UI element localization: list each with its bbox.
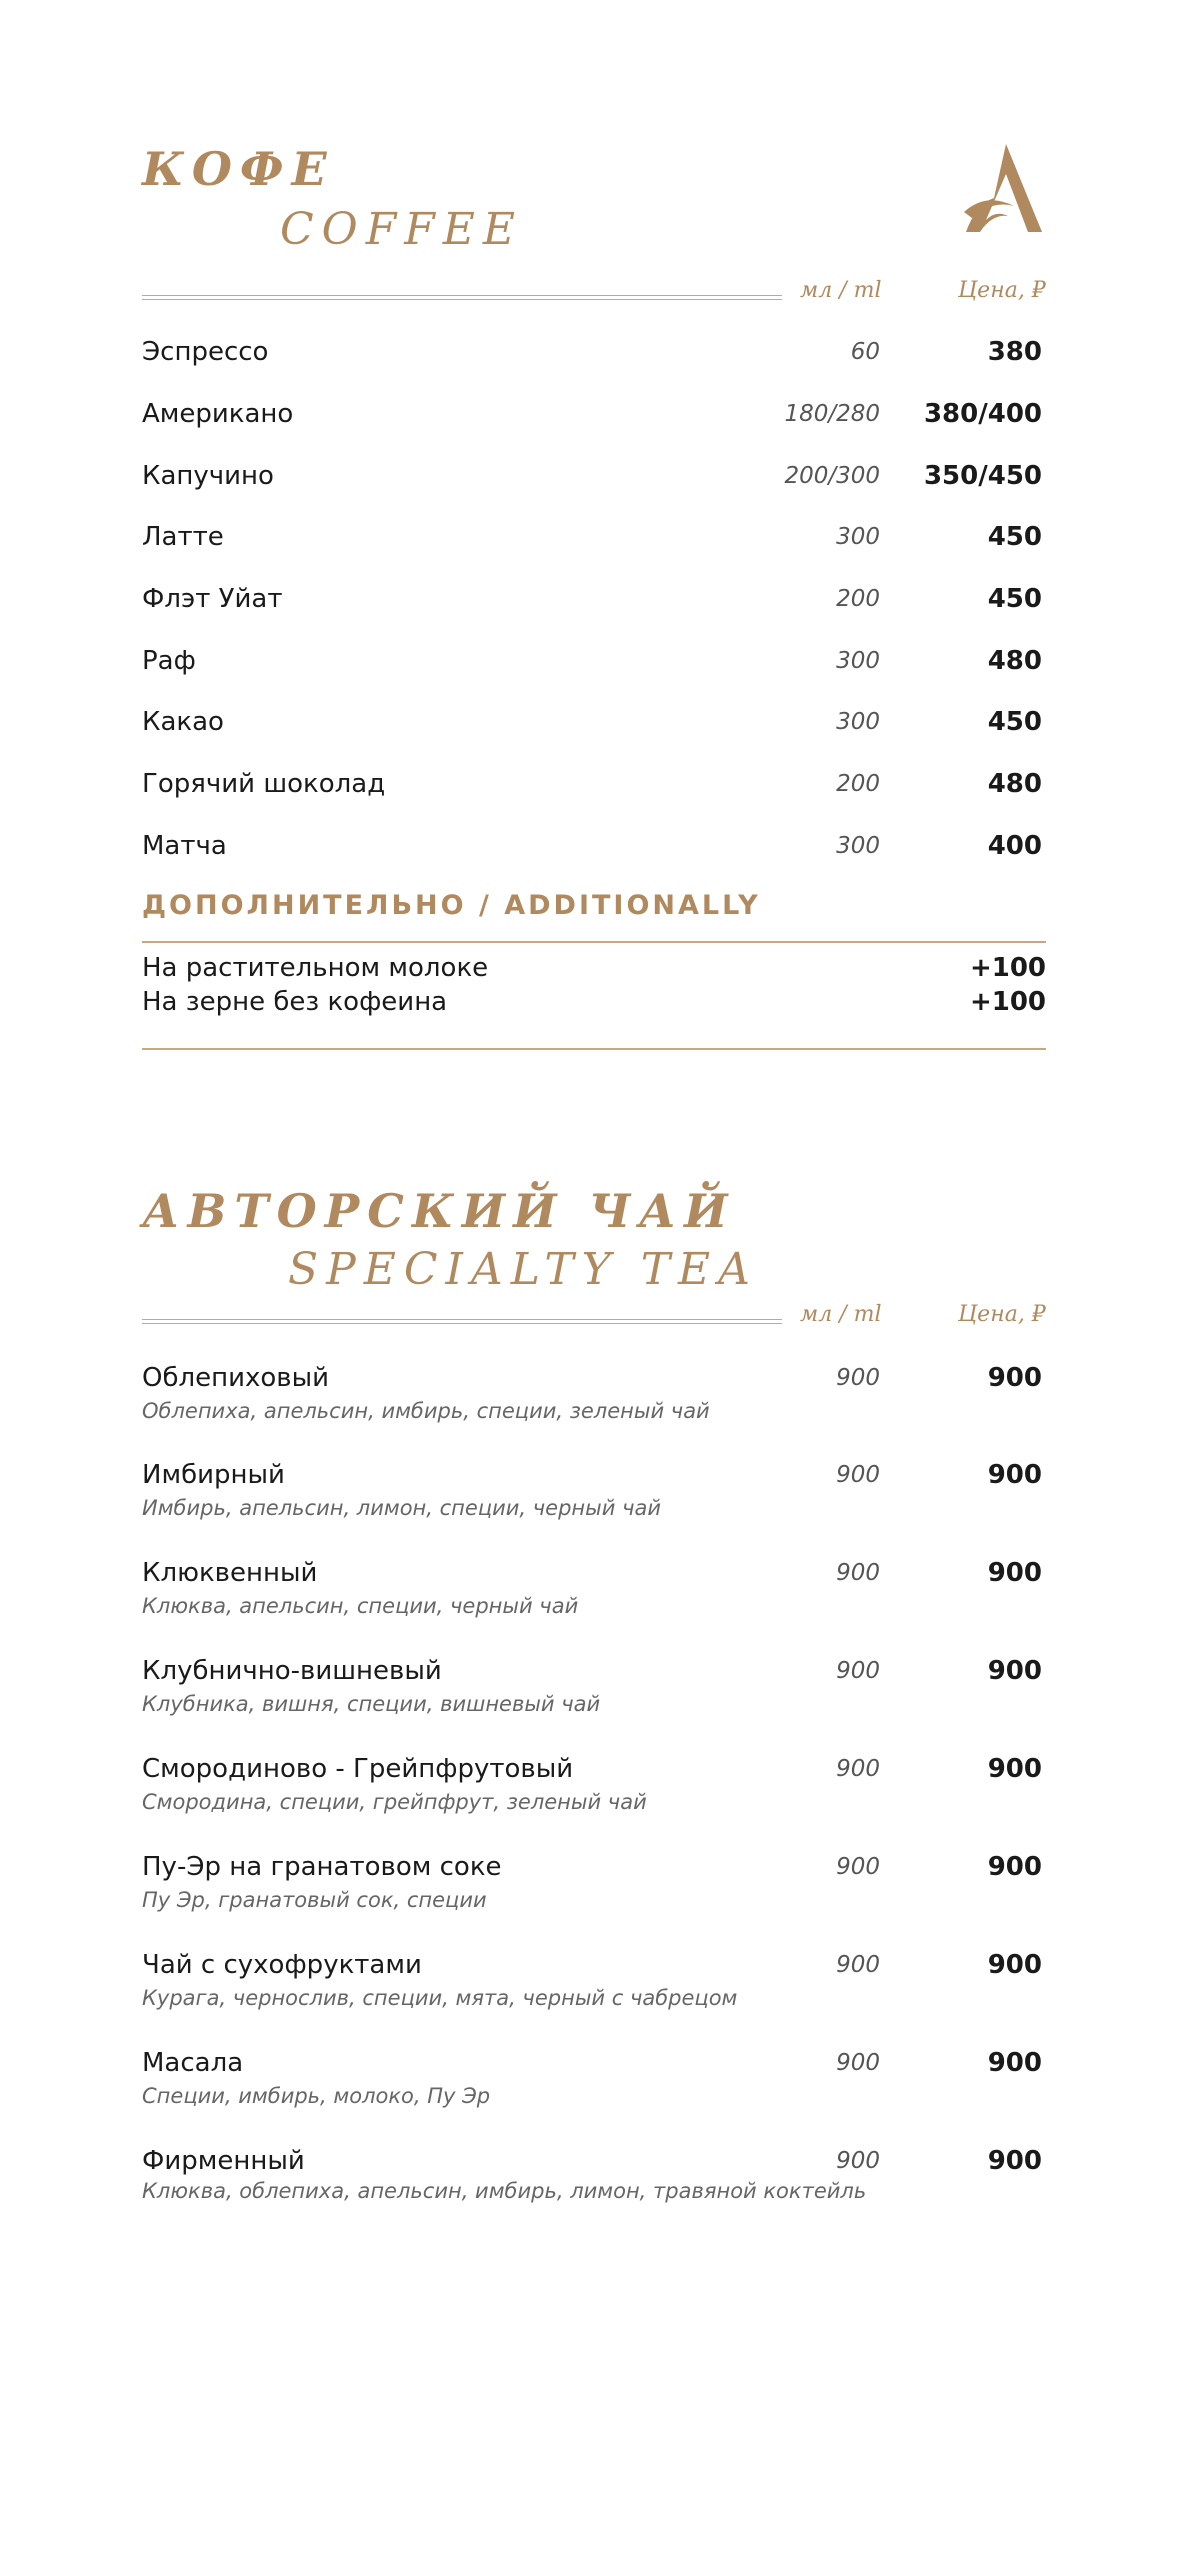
item-name: Матча — [142, 831, 227, 861]
item-description: Пу Эр, гранатовый сок, специи — [142, 1888, 487, 1912]
tea-title-en: SPECIALTY TEA — [288, 1244, 758, 1295]
item-price: 450 — [987, 522, 1042, 552]
letter-a-logo-icon — [956, 140, 1048, 236]
additionally-name: На зерне без кофеина — [142, 987, 448, 1017]
item-price: 900 — [987, 1460, 1042, 1490]
item-name: Смородиново - Грейпфрутовый — [142, 1754, 574, 1784]
item-volume: 900 — [836, 1462, 880, 1488]
item-description: Облепиха, апельсин, имбирь, специи, зеленый чай — [142, 1399, 710, 1423]
menu-item-row — [142, 1754, 1042, 1814]
menu-item-row — [142, 2048, 1042, 2108]
menu-item-row — [142, 1950, 1042, 2010]
menu-item-row — [142, 399, 1042, 439]
item-price: 450 — [987, 707, 1042, 737]
menu-item-row — [142, 707, 1042, 747]
additionally-bottom-rule — [142, 1048, 1046, 1050]
item-name: Клюквенный — [142, 1558, 318, 1588]
item-name: Какао — [142, 707, 224, 737]
item-name: Масала — [142, 2048, 244, 2078]
item-name: Эспрессо — [142, 337, 269, 367]
item-price: 900 — [987, 1852, 1042, 1882]
item-name: Чай с сухофруктами — [142, 1950, 422, 1980]
item-volume: 300 — [836, 833, 880, 859]
item-volume: 200/300 — [784, 463, 880, 489]
item-name: Клубнично-вишневый — [142, 1656, 442, 1686]
menu-item-row — [142, 769, 1042, 809]
item-volume: 900 — [836, 1854, 880, 1880]
menu-item-row — [142, 1558, 1042, 1618]
additionally-title: ДОПОЛНИТЕЛЬНО / ADDITIONALLY — [142, 890, 761, 921]
item-description: Клюква, апельсин, специи, черный чай — [142, 1594, 579, 1618]
item-name: Имбирный — [142, 1460, 285, 1490]
item-price: 350/450 — [923, 461, 1042, 491]
coffee-volume-header: мл / ml — [800, 278, 882, 303]
menu-item-row — [142, 1460, 1042, 1520]
item-volume: 900 — [836, 1756, 880, 1782]
additionally-price: +100 — [969, 953, 1046, 983]
item-volume: 900 — [836, 2148, 880, 2174]
menu-item-row — [142, 461, 1042, 501]
item-description: Имбирь, апельсин, лимон, специи, черный чай — [142, 1496, 661, 1520]
additionally-top-rule — [142, 941, 1046, 943]
item-volume: 900 — [836, 1952, 880, 1978]
item-description: Клюква, облепиха, апельсин, имбирь, лимон, травяной коктейль — [142, 2179, 867, 2203]
tea-price-header: Цена, ₽ — [958, 1302, 1046, 1327]
additionally-name: На растительном молоке — [142, 953, 489, 983]
item-volume: 900 — [836, 1365, 880, 1391]
coffee-price-header: Цена, ₽ — [958, 278, 1046, 303]
menu-item-row — [142, 1852, 1042, 1912]
item-price: 400 — [987, 831, 1042, 861]
menu-item-row — [142, 584, 1042, 624]
item-price: 900 — [987, 2048, 1042, 2078]
item-name: Облепиховый — [142, 1363, 330, 1393]
item-price: 480 — [987, 769, 1042, 799]
item-volume: 300 — [836, 709, 880, 735]
item-price: 900 — [987, 2146, 1042, 2176]
item-name: Горячий шоколад — [142, 769, 386, 799]
item-price: 900 — [987, 1363, 1042, 1393]
item-volume: 60 — [850, 339, 880, 365]
item-description: Специи, имбирь, молоко, Пу Эр — [142, 2084, 491, 2108]
coffee-title-en: COFFEE — [280, 204, 524, 255]
item-name: Капучино — [142, 461, 274, 491]
menu-item-row — [142, 1656, 1042, 1716]
item-volume: 180/280 — [784, 401, 880, 427]
item-volume: 900 — [836, 2050, 880, 2076]
menu-item-row — [142, 2146, 1042, 2203]
item-name: Флэт Уйат — [142, 584, 283, 614]
item-volume: 200 — [836, 586, 880, 612]
menu-item-row — [142, 1363, 1042, 1423]
item-volume: 200 — [836, 771, 880, 797]
item-volume: 300 — [836, 648, 880, 674]
item-price: 900 — [987, 1558, 1042, 1588]
menu-item-row — [142, 646, 1042, 686]
coffee-title-ru: КОФЕ — [142, 142, 335, 196]
menu-item-row — [142, 337, 1042, 377]
item-price: 380 — [987, 337, 1042, 367]
additionally-row — [142, 987, 1046, 1021]
item-price: 900 — [987, 1656, 1042, 1686]
item-description: Курага, чернослив, специи, мята, черный с чабрецом — [142, 1986, 738, 2010]
item-volume: 900 — [836, 1560, 880, 1586]
item-name: Пу-Эр на гранатовом соке — [142, 1852, 502, 1882]
item-price: 900 — [987, 1950, 1042, 1980]
item-name: Раф — [142, 646, 196, 676]
item-price: 900 — [987, 1754, 1042, 1784]
coffee-header-rule — [142, 295, 782, 300]
additionally-row — [142, 953, 1046, 987]
additionally-price: +100 — [969, 987, 1046, 1017]
tea-volume-header: мл / ml — [800, 1302, 882, 1327]
item-price: 380/400 — [923, 399, 1042, 429]
item-name: Фирменный — [142, 2146, 305, 2176]
item-name: Латте — [142, 522, 224, 552]
item-description: Клубника, вишня, специи, вишневый чай — [142, 1692, 601, 1716]
item-volume: 300 — [836, 524, 880, 550]
item-name: Американо — [142, 399, 294, 429]
tea-title-ru: АВТОРСКИЙ ЧАЙ — [142, 1184, 736, 1238]
tea-header-rule — [142, 1319, 782, 1324]
menu-item-row — [142, 831, 1042, 871]
item-description: Смородина, специи, грейпфрут, зеленый чай — [142, 1790, 647, 1814]
item-price: 480 — [987, 646, 1042, 676]
item-volume: 900 — [836, 1658, 880, 1684]
menu-item-row — [142, 522, 1042, 562]
item-price: 450 — [987, 584, 1042, 614]
